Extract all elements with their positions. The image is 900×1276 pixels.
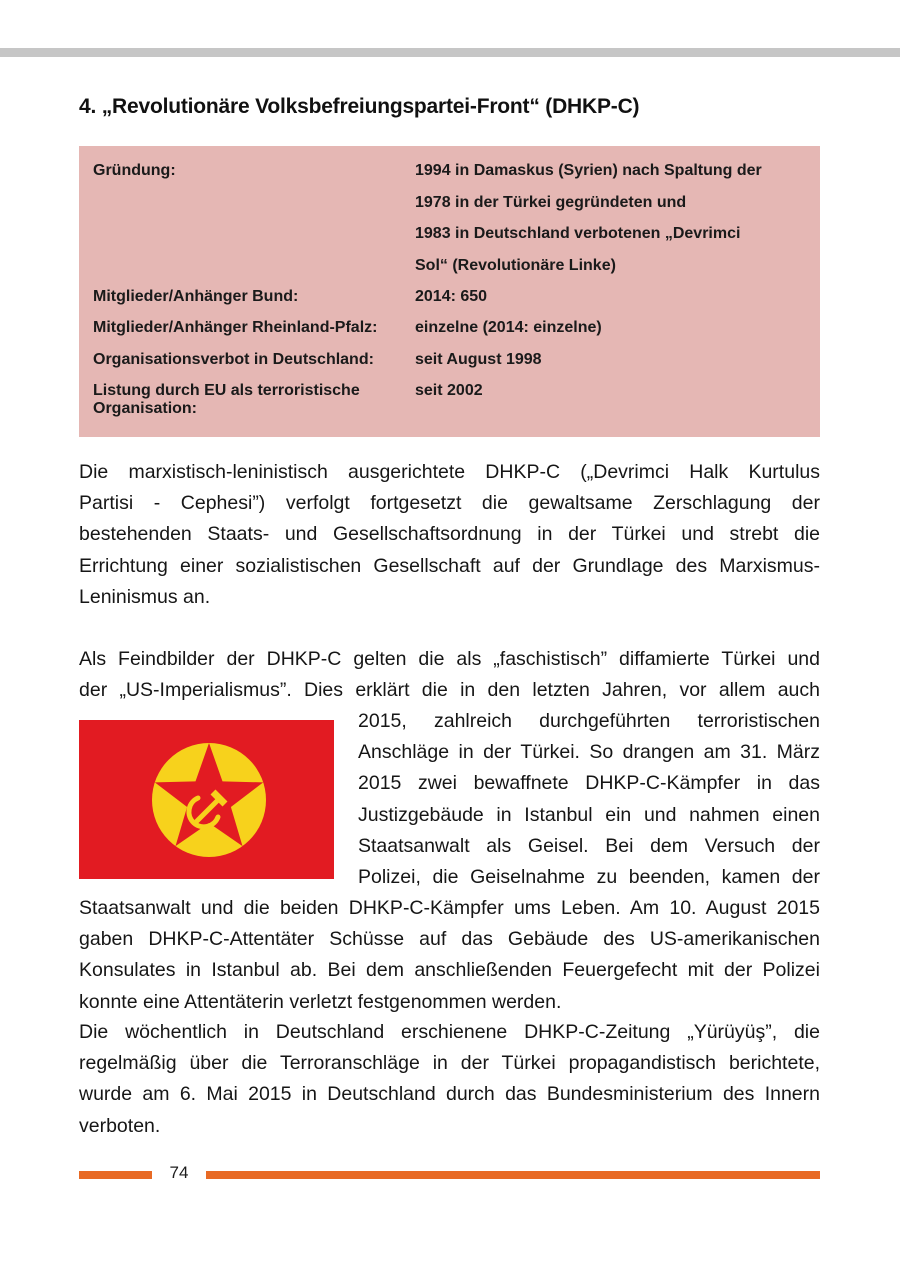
fact-value-line: 1983 in Deutschland verbotenen „Devrimci: [415, 225, 741, 242]
dhkp-c-flag-icon: [79, 720, 334, 879]
text-line: Leninismus an.: [79, 585, 211, 608]
text-line: der „US-Imperialismus”. Dies erklärt die in den letzten Jahren, vor allem auch: [79, 679, 820, 702]
fact-label: Listung durch EU als terroristische Organisation:: [93, 382, 360, 417]
fact-value-line: seit 2002: [415, 382, 483, 399]
paragraph-newspaper-ban: [79, 1017, 820, 1142]
fact-value: [415, 281, 805, 313]
text-line: Partisi - Cephesi”) verfolgt fortgesetzt die gewaltsame Zerschlagung der: [79, 492, 820, 515]
text-line: 2015, zahlreich durchgeführten terroristischen: [358, 710, 820, 732]
fact-value-line: 2014: 650: [415, 288, 488, 305]
text-line: verboten.: [79, 1114, 161, 1137]
fact-label: Mitglieder/Anhänger Bund:: [93, 288, 299, 305]
text-line: wurde am 6. Mai 2015 in Deutschland durch das Bundesministerium des Innern: [79, 1083, 820, 1106]
text-line: Justizgebäude in Istanbul ein und nahmen einen: [358, 803, 820, 826]
fact-label: Gründung:: [93, 162, 176, 179]
fact-value-line: seit August 1998: [415, 351, 542, 368]
text-line: gaben DHKP-C-Attentäter Schüsse auf das Gebäude des US-amerikanischen: [79, 928, 820, 951]
text-line: Als Feindbilder der DHKP-C gelten die als „faschistisch” diffamierte Türkei und: [79, 648, 820, 670]
fact-label: Organisationsverbot in Deutschland:: [93, 351, 374, 368]
footer-bar-right: [206, 1171, 820, 1179]
text-line: regelmäßig über die Terroranschläge in der Türkei propagandistisch berichtete,: [79, 1052, 820, 1075]
text-line: bestehenden Staats- und Gesellschaftsordnung in der Türkei und strebt die: [79, 523, 820, 546]
fact-value-line: 1994 in Damaskus (Syrien) nach Spaltung der: [415, 162, 762, 179]
text-line: 2015 zwei bewaffnete DHKP-C-Kämpfer in das: [358, 772, 820, 795]
fact-value-line: Sol“ (Revolutionäre Linke): [415, 256, 616, 274]
paragraph-attacks-continued: [79, 893, 820, 1018]
fact-value-line: 1978 in der Türkei gegründeten und: [415, 193, 687, 211]
text-line: Die marxistisch-leninistisch ausgerichtete DHKP-C („Devrimci Halk Kurtulus: [79, 461, 820, 483]
section-heading: 4. „Revolutionäre Volksbefreiungspartei-Front“ (DHKP-C): [79, 95, 640, 118]
fact-value: [415, 375, 805, 407]
fact-label: Mitglieder/Anhänger Rheinland-Pfalz:: [93, 319, 378, 336]
flag-graphic: [79, 720, 334, 879]
text-line: konnte eine Attentäterin verletzt festgenommen werden.: [79, 990, 562, 1013]
paragraph-ideology: [79, 457, 820, 613]
fact-value: [415, 155, 805, 281]
fact-value: [415, 344, 805, 376]
text-line: Polizei, die Geiselnahme zu beenden, kamen der: [358, 865, 820, 888]
fact-box: [79, 146, 820, 437]
paragraph-enemies-intro: [79, 644, 820, 706]
text-line: Staatsanwalt als Geisel. Bei dem Versuch der: [358, 834, 820, 857]
text-line: Konsulates in Istanbul ab. Bei dem anschließenden Feuergefecht mit der Polizei: [79, 959, 820, 982]
footer-bar-left: [79, 1171, 152, 1179]
page-number: 74: [169, 1163, 189, 1182]
paragraph-attacks-wrap: [358, 706, 820, 893]
top-rule: [0, 48, 900, 57]
fact-value-line: einzelne (2014: einzelne): [415, 319, 602, 336]
text-line: Anschläge in der Türkei. So drangen am 31. März: [358, 741, 820, 764]
text-line: Die wöchentlich in Deutschland erschienene DHKP-C-Zeitung „Yürüyüş”, die: [79, 1021, 820, 1043]
text-line: Staatsanwalt und die beiden DHKP-C-Kämpfer ums Leben. Am 10. August 2015: [79, 897, 820, 919]
fact-value: [415, 312, 805, 344]
text-line: Errichtung einer sozialistischen Gesellschaft auf der Grundlage des Marxismus-: [79, 554, 820, 577]
